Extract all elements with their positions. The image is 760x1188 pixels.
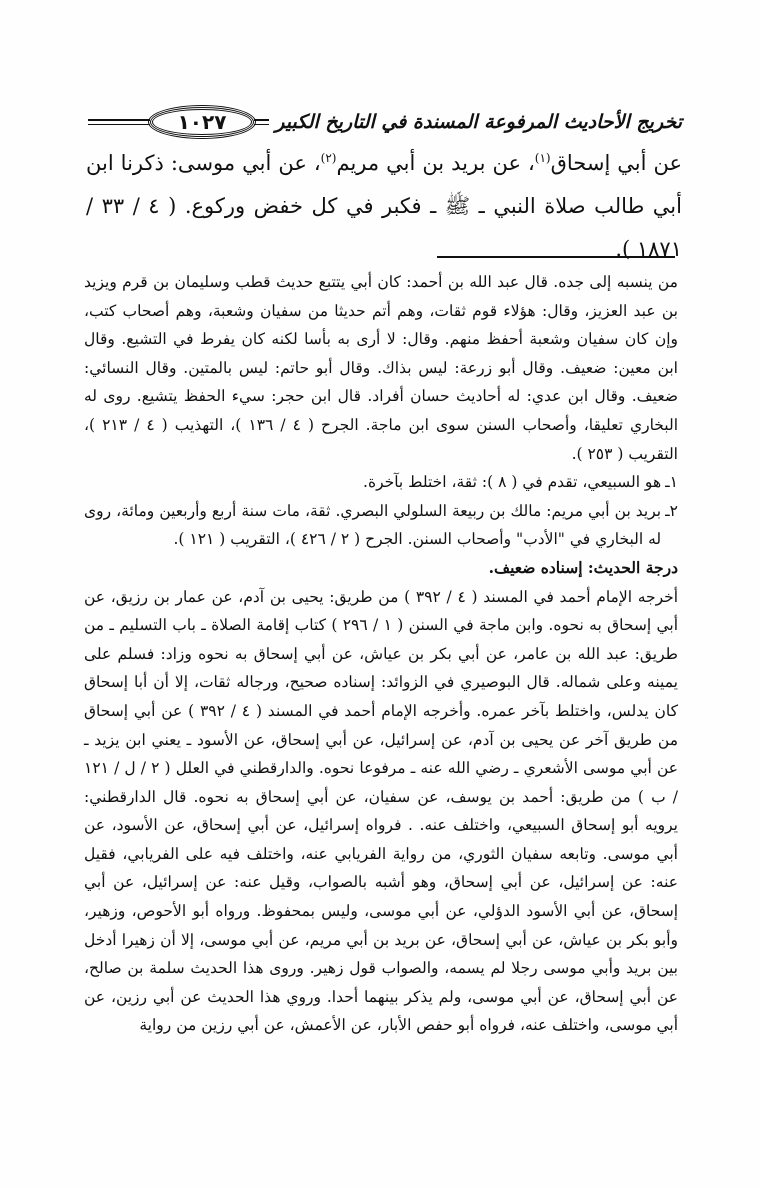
- footnote-1: [84, 468, 678, 497]
- hadith-text-part-2: ، عن بريد بن أبي مريم: [336, 151, 535, 175]
- book-title: تخريج الأحاديث المرفوعة المسندة في التاريخ الكبير: [275, 111, 682, 133]
- header-rule-end: [88, 119, 150, 125]
- hadith-text-part-1: عن أبي إسحاق: [550, 151, 683, 175]
- hadith-grade-heading: درجة الحديث: إسناده ضعيف.: [488, 557, 678, 577]
- footnote-separator: [437, 256, 675, 258]
- page-number-badge: [150, 107, 254, 137]
- takhrij-paragraph: أخرجه الإمام أحمد في المسند ( ٤ / ٣٩٢ ) من طريق: يحيى بن آدم، عن عمار بن رزيق، عن أبي إسحاق به نحوه. وابن ماجة في السنن ( ١ / ٢٩٦ ) كتاب إقامة الصلاة ـ باب التسليم ـ من طريق: عبد الله بن عامر، عن أبي بكر بن عياش، عن أبي إسحاق به نحوه وزاد: فسلم على يمينه وعلى شماله. قال البوصيري في الزوائد: إسناده صحيح، ورجاله ثقات، إلا أن أبا إسحاق كان يدلس، واختلط بآخر عمره. وأخرجه الإمام أحمد في المسند ( ٤ / ٣٩٢ ) عن أبي إسحاق من طريق آخر عن يحيى بن آدم، عن إسرائيل، عن أبي إسحاق، عن الأسود ـ يعني ابن يزيد ـ عن أبي موسى الأشعري ـ رضي الله عنه ـ مرفوعا نحوه. والدارقطني في العلل ( ٢ / ل / ١٢١ / ب ) من طريق: أحمد بن يوسف، عن سفيان، عن أبي إسحاق به نحوه. قال الدارقطني: يرويه أبو إسحاق السبيعي، واختلف عنه. . فرواه إسرائيل، عن أبي إسحاق، عن الأسود، عن أبي موسى. وتابعه سفيان الثوري، من رواية الفريابي عنه، واختلف فيه على الفريابي، فقيل عنه: عن إسرائيل، عن أبي إسحاق، وهو أشبه بالصواب، وقيل عنه: عن إسرائيل، عن أبي إسحاق، عن أبي الأسود الدؤلي، عن أبي موسى، وليس بمحفوظ. ورواه أبو الأحوص، وزهير، وأبو بكر بن عياش، عن أبي إسحاق، عن بريد بن أبي مريم، عن أبي موسى، إلا أن زهيرا أدخل بين بريد وأبي موسى رجلا لم يسمه، والصواب قول زهير. وروى هذا الحديث سلمة بن صالح، عن أبي إسحاق، عن أبي موسى، ولم يذكر بينهما أحدا. وروي هذا الحديث عن أبي رزين، عن أبي موسى، واختلف عنه، فرواه أبو حفص الأبار، عن الأعمش، عن أبي رزين من رواية: [84, 587, 679, 1035]
- footnote-number: ١ـ: [665, 473, 678, 492]
- footnotes-section: [84, 268, 678, 1040]
- footnote-number: ٢ـ: [665, 501, 678, 520]
- footnote-ref-1: (١): [534, 151, 551, 165]
- footnote-text: هو السبيعي، تقدم في ( ٨ ): ثقة، اختلط بآخرة.: [363, 473, 662, 492]
- footnote-continuation: من ينسبه إلى جده. قال عبد الله بن أحمد: كان أبي يتتبع حديث قطب وسليمان بن قرم ويزيد بن عبد العزيز، وقال: هؤلاء قوم ثقات، وهم أتم حديثا من سفيان وشعبة، وهم أصحاب كتب، وإن كان سفيان وشعبة أحفظ منهم. وقال: لا أرى به بأسا لكنه كان يفرط في التشيع. وقال ابن معين: ضعيف. وقال أبو زرعة: ليس بذاك. وقال أبو حاتم: ليس بالمتين. وقال النسائي: ضعيف. وقال ابن عدي: له أحاديث حسان أفراد. قال ابن حجر: سيء الحفظ يتشيع. روى له البخاري تعليقا، وأصحاب السنن سوى ابن ماجة. الجرح ( ٤ / ١٣٦ )، التهذيب ( ٤ / ٢١٣ )، التقريب ( ٢٥٣ ).: [84, 273, 678, 463]
- footnote-text: بريد بن أبي مريم: مالك بن ربيعة السلولي البصري. ثقة، مات سنة أربع وأربعين ومائة، روى له البخاري في "الأدب" وأصحاب السنن. الجرح ( ٢ / ٤٢٦ )، التقريب ( ١٢١ ).: [84, 501, 662, 549]
- page-number: ١٠٢٧: [177, 110, 227, 134]
- hadith-text-part-3: ، عن أبي موسى: ذكرنا ابن أبي طالب صلاة النبي ـ ﷺ ـ فكبر في كل خفض وركوع. ( ٤ / ٣٣ / ١٨٧١ ).: [86, 151, 682, 261]
- footnote-2: [84, 497, 678, 554]
- header-rule: [254, 119, 269, 125]
- hadith-text: [86, 142, 682, 271]
- footnote-ref-2: (٢): [320, 151, 337, 165]
- running-header: [88, 104, 682, 140]
